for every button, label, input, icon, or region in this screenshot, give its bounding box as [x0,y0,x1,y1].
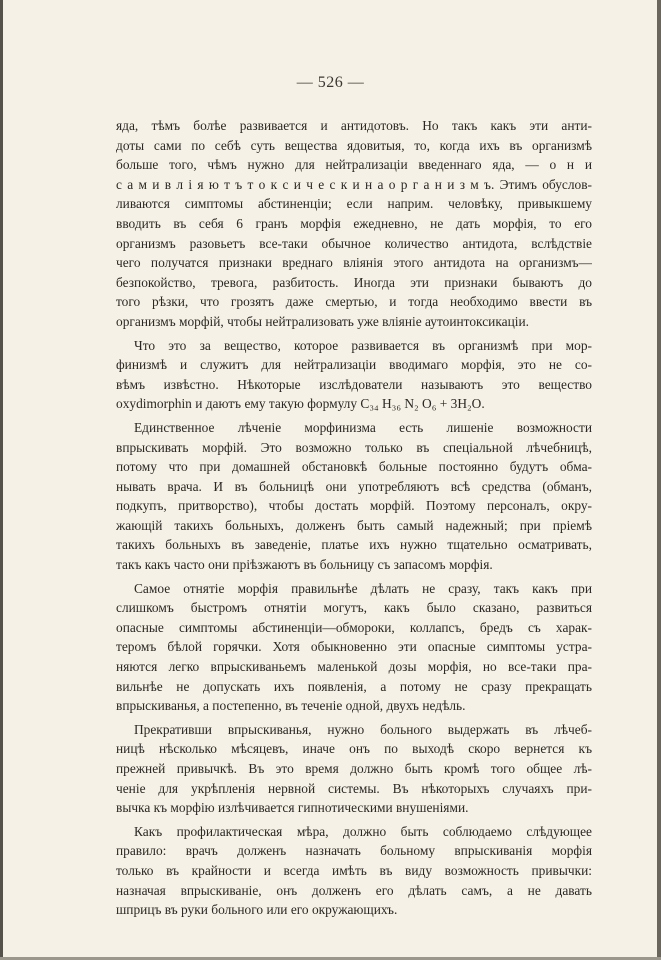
paragraph [116,579,592,716]
text-line: опасные симптомы абстиненціи—обмороки, коллапсъ, бредъ съ харак- [116,619,592,635]
text-line: Что это за вещество, которое развивается въ организмѣ при мор- [134,337,592,353]
text-line: Самое отнятіе морфія правильнѣе дѣлать не сразу, такъ какъ при [134,580,592,596]
text-line: теромъ бѣлой горячки. Хотя обыкновенно эти опасные симптомы устра- [116,639,592,655]
paragraph [116,116,592,332]
text-line: организмъ морфій, чтобы нейтрализовать уже вліяніе аутоинтоксикаціи. [116,313,529,329]
text-line: Единственное лѣченіе морфинизма есть лишеніе возможности [134,419,592,435]
text-line: няются легко впрыскиваньемъ маленькой дозы морфія, но все-таки пра- [116,659,592,675]
page-number: — 526 — [296,74,365,91]
text-line: oxydimorphin и даютъ ему такую формулу C₃₄ H₃₆ N₂ O₆ + 3H₂O. [116,396,485,412]
text-line: впрыскиванья, а постепенно, въ теченіе одной, двухъ недѣль. [116,698,466,714]
text-line: яда, тѣмъ болѣе развивается и антидотовъ. Но такъ какъ эти анти- [116,118,592,133]
text-line: финизмѣ и служитъ для нейтрализаціи вводимаго морфія, это не со- [116,357,592,373]
text-line: подкупъ, притворство), чтобы достать морфій. Поэтому персоналъ, окру- [116,498,592,514]
text-line: назначая впрыскиваніе, онъ долженъ его дѣлать самъ, а не давать [116,882,592,898]
text-line: впрыскивать морфій. Это возможно только въ спеціальной лѣчебницѣ, [116,439,592,455]
text-line: доты сами по себѣ суть вещества ядовитыя, то, когда ихъ въ организмѣ [116,137,592,153]
paragraph [116,822,592,920]
text-line: нывать врача. И въ больницѣ они употребляютъ всѣ средства (обманъ, [116,478,592,494]
text-line: такихъ больныхъ въ заведеніе, платье ихъ нужно тщательно осматривать, [116,537,592,553]
scan-edge-right [657,0,661,960]
text-line: безпокойство, тревога, разбитость. Иногда эти признаки бываютъ до [116,274,592,290]
text-line: вильнѣе не допускать ихъ появленія, а потому не сразу прекращать [116,678,592,694]
text-line: с а м и в л і я ю т ъ т о к с и ч е с к и н а о р г а н и з м ъ. Этимъ обуслов- [116,176,592,192]
text-line: ливаются симптомы абстиненціи; если наприм. человѣку, привыкшему [116,196,592,212]
scan-edge-left [0,0,3,960]
text-line: вводить въ себя 6 гранъ морфія ежедневно, не дать морфія, то его [116,215,592,231]
text-line: ницѣ нѣсколько мѣсяцевъ, иначе онъ по выходѣ скоро вернется къ [116,741,592,757]
text-line: больше того, чѣмъ нужно для нейтрализаціи введеннаго яда, — о н и [116,157,592,173]
text-line: шприцъ въ руки больного или его окружающихъ. [116,902,398,918]
text-line: организмъ разовьетъ все-таки обычное количество антидота, вслѣдствіе [116,235,592,251]
text-line: жающій такихъ больныхъ, долженъ быть самый надежный; при пріемѣ [116,517,592,533]
text-line: Какъ профилактическая мѣра, должно быть соблюдаемо слѣдующее [134,823,592,839]
paragraph [116,720,592,818]
text-line: Прекративши впрыскиванья, нужно больного выдержать въ лѣчеб- [134,721,592,737]
text-line: правило: врачъ долженъ назначать больному впрыскиванія морфія [116,843,592,859]
text-line: только въ крайности и всегда имѣть въ виду возможность привычки: [116,862,592,878]
text-line: потому что при домашней обстановкѣ больные постоянно будутъ обма- [116,459,592,475]
paragraph [116,336,592,414]
text-line: того рѣзки, что грозятъ даже смертью, и тогда необходимо ввести въ [116,294,592,310]
body-text [116,116,592,920]
text-line: чего получатся признаки вреднаго вліянія этого антидота на организмъ— [116,255,592,271]
text-line: ченіе для укрѣпленія нервной системы. Въ нѣкоторыхъ случаяхъ при- [116,780,592,796]
text-line: слишкомъ быстромъ отнятіи могутъ, какъ было сказано, развиться [116,600,592,616]
text-line: вычка къ морфію излѣчивается гипнотическими внушеніями. [116,800,469,816]
text-line: вѣмъ извѣстно. Нѣкоторые изслѣдователи называютъ это вещество [116,376,592,392]
text-line: такъ какъ часто они пріѣзжаютъ въ больницу съ запасомъ морфія. [116,557,493,573]
paragraph [116,418,592,575]
text-line: прежней привычкѣ. Въ это время должно быть кромѣ того общее лѣ- [116,761,592,776]
